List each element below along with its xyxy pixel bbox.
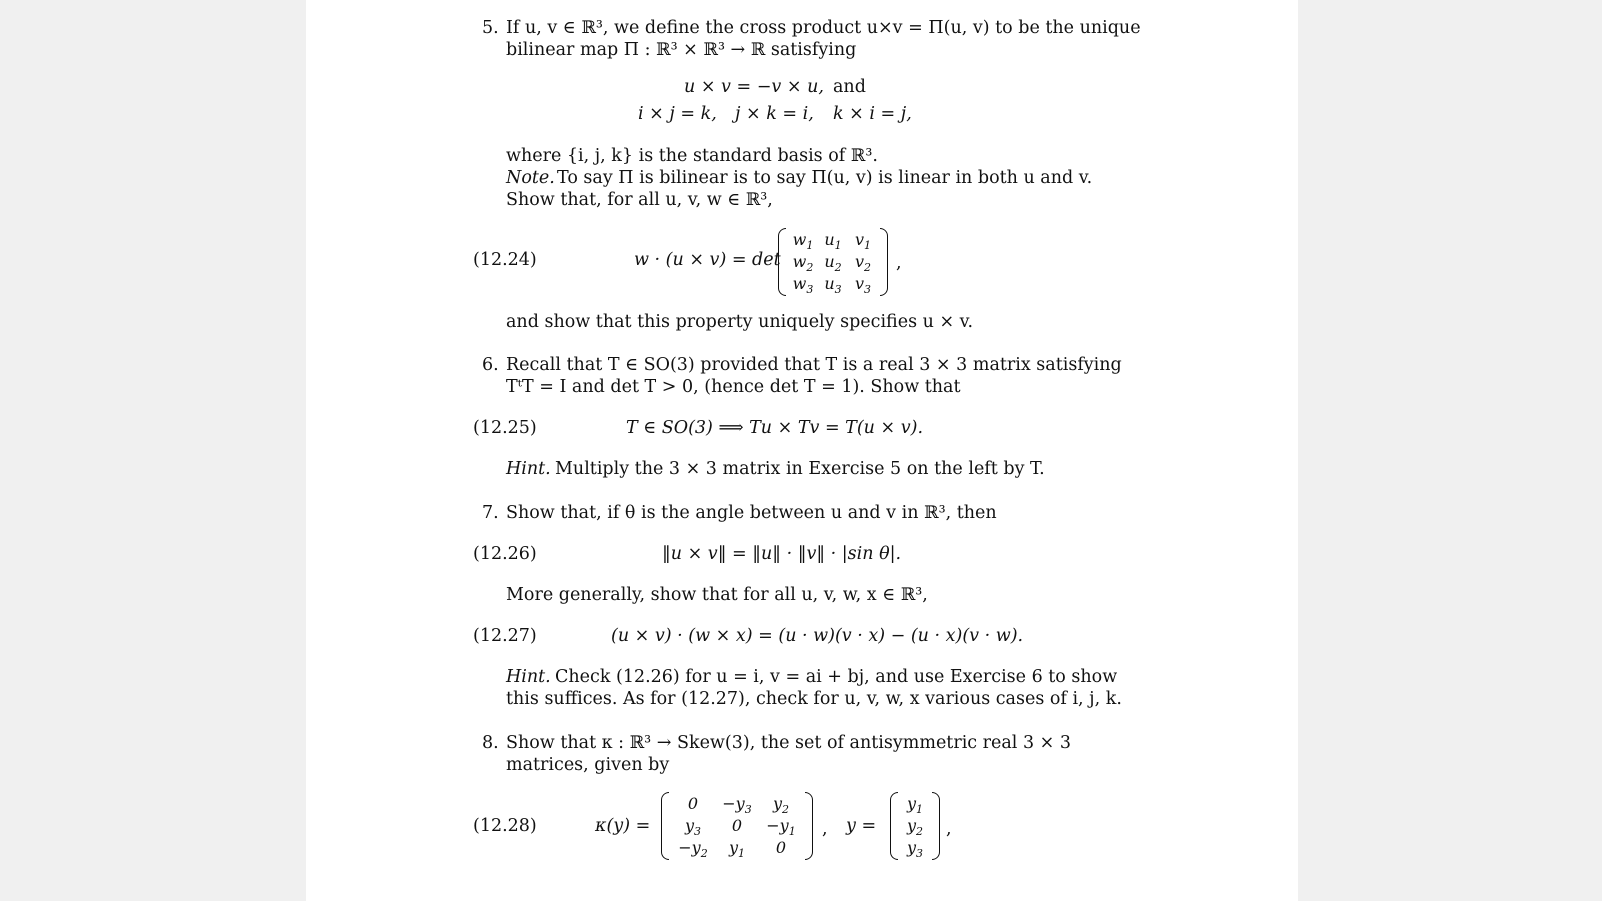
ex7-mid: More generally, show that for all u, v, w, x ∈ ℝ³, [506,585,928,605]
matrix-cell: $w_1$ [792,230,814,252]
ex8-line2: matrices, given by [506,755,670,775]
ex8-line1: Show that κ : ℝ³ → Skew(3), the set of antisymmetric real 3 × 3 [506,733,1072,753]
ex5-display-ki: k × i = j, [833,104,912,124]
ex5-display-ij: i × j = k, [638,104,717,124]
ex8-mid-comma: , [822,819,828,839]
ex5-note-text: To say Π is bilinear is to say Π(u, v) is linear in both u and v. [557,168,1093,188]
matrix-cell: $u_2$ [824,252,842,274]
matrix-cell: $v_3$ [854,274,872,296]
matrix-cell: $y_2$ [772,794,790,816]
matrix-cell: $w_2$ [792,252,814,274]
ex5-eq-lhs: w · (u × v) = det [634,250,781,270]
equation-tag-12-26: (12.26) [473,544,537,564]
ex7-hint-line1: Check (12.26) for u = i, v = ai + bj, and use Exercise 6 to show [555,667,1118,687]
ex5-display-and: and [833,77,866,97]
matrix-cell: $v_2$ [854,252,872,274]
ex8-y-lhs: y = [846,816,877,836]
ex7-line1: Show that, if θ is the angle between u and v in ℝ³, then [506,503,997,523]
matrix-cell: $u_1$ [824,230,842,252]
ex6-equation: T ∈ SO(3) ⟹ Tu × Tv = T(u × v). [626,418,924,438]
document-page [306,0,1298,901]
equation-tag-12-28: (12.28) [473,816,537,836]
ex7-equation-1: ‖u × v‖ = ‖u‖ · ‖v‖ · |sin θ|. [662,544,902,564]
matrix-cell: 0 [731,816,743,835]
matrix-cell: $v_1$ [854,230,872,252]
ex5-line2: bilinear map Π : ℝ³ × ℝ³ → ℝ satisfying [506,40,857,60]
y-vector [890,792,940,860]
ex6-hint-text: Multiply the 3 × 3 matrix in Exercise 5 on the left by T. [555,459,1045,479]
matrix-cell: $-y_3$ [722,794,752,816]
matrix-cell: $w_3$ [792,274,814,296]
vector-cell: $y_1$ [906,794,924,816]
vector-cell: $y_3$ [906,838,924,860]
ex7-hint-line2: this suffices. As for (12.27), check for u, v, w, x various cases of i, j, k. [506,689,1122,709]
ex6-line1: Recall that T ∈ SO(3) provided that T is a real 3 × 3 matrix satisfying [506,355,1122,375]
matrix-cell: $y_3$ [684,816,702,838]
ex6-number: 6. [482,355,499,375]
matrix-cell: $u_3$ [824,274,842,296]
matrix-cell: $-y_2$ [678,838,708,860]
ex5-note-label: Note. [506,168,555,188]
ex5-display-jk: j × k = i, [735,104,814,124]
ex5-eq-end: , [896,253,902,273]
ex8-eq-end: , [946,819,952,839]
matrix-cell: $-y_1$ [766,816,796,838]
matrix-cell: $y_1$ [728,838,746,860]
ex8-kappa-lhs: κ(y) = [595,816,651,836]
matrix-cell: 0 [775,838,787,857]
ex7-hint-label: Hint. [506,667,551,687]
ex7-equation-2: (u × v) · (w × x) = (u · w)(v · x) − (u · x)(v · w). [611,626,1024,646]
determinant-matrix [778,228,888,296]
matrix-cell: 0 [687,794,699,813]
ex5-display-line1: u × v = −v × u, [684,77,824,97]
vector-cell: $y_2$ [906,816,924,838]
ex5-show: Show that, for all u, v, w ∈ ℝ³, [506,190,773,210]
ex5-line1: If u, v ∈ ℝ³, we define the cross product u×v = Π(u, v) to be the unique [506,18,1141,38]
equation-tag-12-25: (12.25) [473,418,537,438]
equation-tag-12-27: (12.27) [473,626,537,646]
ex5-where: where {i, j, k} is the standard basis of ℝ³. [506,146,878,166]
kappa-matrix [661,792,813,860]
ex8-number: 8. [482,733,499,753]
equation-tag-12-24: (12.24) [473,250,537,270]
ex6-line2: TᵗT = I and det T > 0, (hence det T = 1). Show that [506,377,961,397]
ex5-after: and show that this property uniquely specifies u × v. [506,312,974,332]
ex6-hint-label: Hint. [506,459,551,479]
ex5-number: 5. [482,18,499,38]
ex7-number: 7. [482,503,499,523]
